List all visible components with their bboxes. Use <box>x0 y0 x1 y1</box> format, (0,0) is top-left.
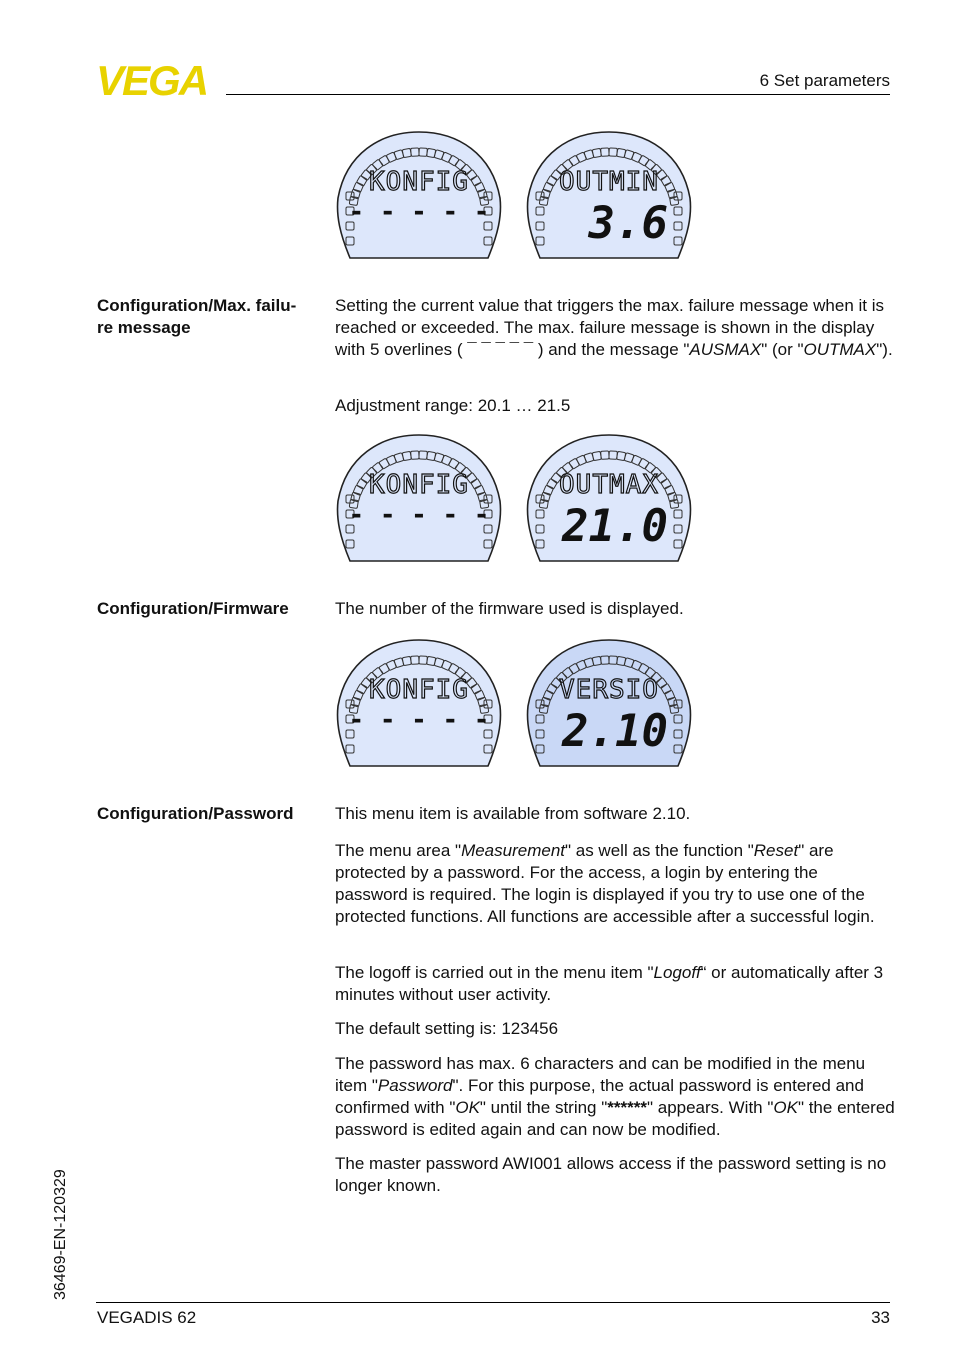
heading-max-failure: Configuration/Max. failu- re message <box>97 296 297 337</box>
para-password-5: The password has max. 6 characters and can be modified in the menu item "Password". For this purpose, the actual password is entered and confirmed with "OK" until the string "******" appears. With "OK" the entered password is edited again and can now be modified. <box>335 1054 895 1139</box>
document-id: 36469-EN-120329 <box>52 1169 69 1300</box>
page-number: 33 <box>871 1308 890 1327</box>
lcd-top-text: KONFIG <box>369 167 469 197</box>
lcd-value-text: 3.6 <box>588 198 668 249</box>
footer-product: VEGADIS 62 <box>97 1308 197 1327</box>
section-header: 6 Set parameters <box>759 71 890 90</box>
lcd-mid-text: - - - - - <box>348 705 490 735</box>
svg-text:VEGA: VEGA <box>96 60 208 100</box>
lcd-value-text: 2.10 <box>562 706 668 757</box>
para-firmware: The number of the firmware used is displayed. <box>335 599 684 618</box>
para-password-2: The menu area "Measurement" as well as the function "Reset" are protected by a password. For the access, a login by entering the password is required. The login is displayed if you try to use one of the protected functions. All functions are accessible after a successful login. <box>335 841 875 926</box>
lcd-top-text: OUTMAX <box>559 470 659 500</box>
heading-password: Configuration/Password <box>97 804 294 823</box>
para-max-failure: Setting the current value that triggers the max. failure message when it is reached or exceeded. The max. failure message is shown in the display with 5 overlines ( ¯ ¯ ¯ ¯ ¯ ) and the message "AUSMAX" (or "OUTMAX"). <box>335 296 893 359</box>
para-password-4: The default setting is: 123456 <box>335 1019 559 1038</box>
lcd-mid-text: - - - - - <box>348 500 490 530</box>
lcd-outmax <box>526 433 692 565</box>
para-adjustment-range: Adjustment range: 20.1 … 21.5 <box>335 396 571 415</box>
lcd-value-text: 21.0 <box>562 501 668 552</box>
lcd-konfig-3 <box>336 638 502 770</box>
lcd-top-text: KONFIG <box>369 675 469 705</box>
para-password-3: The logoff is carried out in the menu item "Logoff“ or automatically after 3 minutes without user activity. <box>335 963 884 1004</box>
para-password-6: The master password AWI001 allows access if the password setting is no longer known. <box>335 1154 887 1195</box>
lcd-konfig-2 <box>336 433 502 565</box>
footer-rule <box>96 1302 890 1303</box>
lcd-top-text: VERSIO <box>559 675 659 705</box>
vega-logo <box>96 60 220 100</box>
lcd-mid-text: - - - - - <box>348 197 490 227</box>
lcd-outmin <box>526 130 692 262</box>
lcd-konfig-1 <box>336 130 502 262</box>
lcd-top-text: OUTMIN <box>559 167 659 197</box>
header-rule <box>226 94 890 95</box>
heading-firmware: Configuration/Firmware <box>97 599 289 618</box>
lcd-versio <box>526 638 692 770</box>
para-password-1: This menu item is available from software 2.10. <box>335 804 691 823</box>
lcd-top-text: KONFIG <box>369 470 469 500</box>
